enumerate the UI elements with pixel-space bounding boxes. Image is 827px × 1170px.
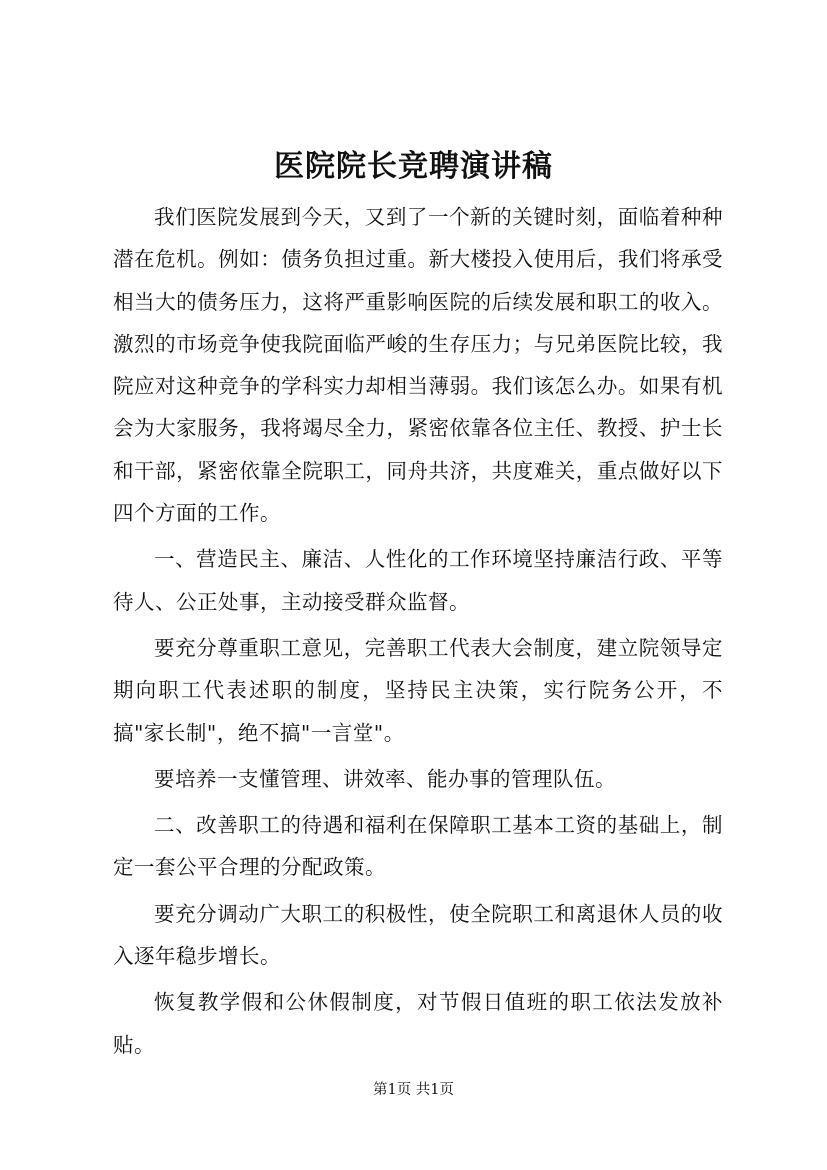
page-footer: 第1页 共1页 xyxy=(372,1082,455,1098)
paragraph-respect-staff: 要充分尊重职工意见，完善职工代表大会制度，建立院领导定期向职工代表述职的制度，坚持民主决策，实行院务公开，不搞"家长制"，绝不搞"一言堂"。 xyxy=(113,635,723,745)
document-body xyxy=(113,196,723,1070)
paragraph-section-one: 一、营造民主、廉洁、人性化的工作环境坚持廉洁行政、平等待人、公正处事，主动接受群众监督。 xyxy=(113,547,723,614)
paragraph-intro: 我们医院发展到今天，又到了一个新的关键时刻，面临着种种潜在危机。例如：债务负担过重。新大楼投入使用后，我们将承受相当大的债务压力，这将严重影响医院的后续发展和职工的收入。激烈的市场竞争使我院面临严峻的生存压力；与兄弟医院比较，我院应对这种竞争的学科实力却相当薄弱。我们该怎么办。如果有机会为大家服务，我将竭尽全力，紧密依靠各位主任、教授、护士长和干部，紧密依靠全院职工，同舟共济，共度难关，重点做好以下四个方面的工作。 xyxy=(113,205,723,526)
paragraph-holiday-subsidy: 恢复教学假和公休假制度，对节假日值班的职工依法发放补贴。 xyxy=(113,990,723,1057)
paragraph-section-two: 二、改善职工的待遇和福利在保障职工基本工资的基础上，制定一套公平合理的分配政策。 xyxy=(113,813,723,880)
document-title: 医院院长竞聘演讲稿 xyxy=(274,149,553,184)
paragraph-management-team: 要培养一支懂管理、讲效率、能办事的管理队伍。 xyxy=(154,766,616,791)
paragraph-income-growth: 要充分调动广大职工的积极性，使全院职工和离退休人员的收入逐年稳步增长。 xyxy=(113,901,723,969)
